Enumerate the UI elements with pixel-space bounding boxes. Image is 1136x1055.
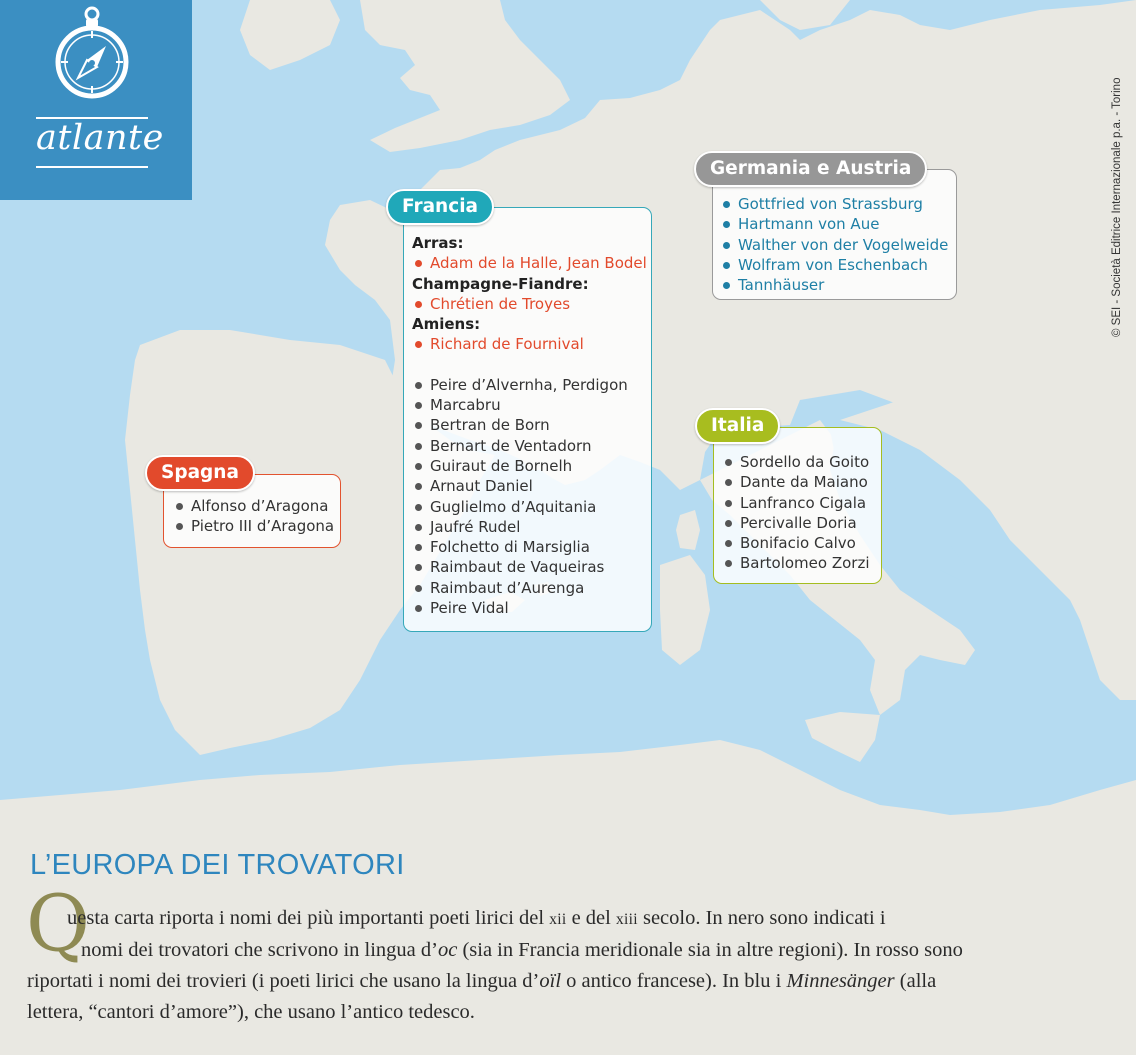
logo-rule-bottom: [36, 166, 148, 168]
trovatore-item: Raimbaut de Vaqueiras: [412, 557, 651, 577]
poet-item: Sordello da Goito: [722, 452, 881, 472]
minnesanger-item: Walther von der Vogelweide: [720, 235, 956, 255]
minnesanger-item: Hartmann von Aue: [720, 214, 956, 234]
troviere-item: Chrétien de Troyes: [412, 294, 651, 314]
caption-line-1: uesta carta riporta i nomi dei più importanti poeti lirici del xii e del xiii secolo. In nero sono indicati i: [67, 907, 886, 929]
troviere-item: Adam de la Halle, Jean Bodel: [412, 253, 651, 273]
place-label: Champagne-Fiandre:: [412, 274, 589, 293]
italia-poets-box: [713, 427, 882, 584]
caption-paragraph: [27, 903, 1107, 1028]
francia-label: Francia: [386, 189, 494, 225]
italia-label: Italia: [695, 408, 780, 444]
trovatore-item: Peire Vidal: [412, 598, 651, 618]
germania-poets-box: [712, 169, 957, 300]
germania-label: Germania e Austria: [694, 151, 927, 187]
poet-item: Alfonso d’Aragona: [173, 496, 340, 516]
caption-title: L’EUROPA DEI TROVATORI: [30, 849, 405, 881]
trovatore-item: Raimbaut d’Aurenga: [412, 578, 651, 598]
poet-item: Pietro III d’Aragona: [173, 516, 340, 536]
trovatore-item: Bertran de Born: [412, 415, 651, 435]
trovatore-item: Marcabru: [412, 395, 651, 415]
place-label: Arras:: [412, 234, 464, 252]
place-label: Amiens:: [412, 315, 481, 334]
minnesanger-item: Gottfried von Strassburg: [720, 194, 956, 214]
trovatore-item: Peire d’Alvernha, Perdigon: [412, 375, 651, 395]
logo-label: atlante: [36, 118, 164, 158]
copyright-notice: © SEI - Società Editrice Internazionale p.a. - Torino: [1111, 77, 1123, 337]
poet-item: Bartolomeo Zorzi: [722, 553, 881, 573]
spagna-label: Spagna: [145, 455, 255, 491]
poet-item: Lanfranco Cigala: [722, 493, 881, 513]
compass-icon: [0, 0, 192, 200]
drop-cap: Q: [26, 879, 90, 969]
caption-line-4: lettera, “cantori d’amore”), che usano l’antico tedesco.: [27, 1001, 475, 1023]
francia-poets-box: [403, 207, 652, 632]
troviere-item: Richard de Fournival: [412, 334, 651, 354]
poet-item: Bonifacio Calvo: [722, 533, 881, 553]
caption-line-2: nomi dei trovatori che scrivono in lingua d’oc (sia in Francia meridionale sia in altre regioni). In rosso sono: [81, 939, 963, 961]
atlante-logo: [0, 0, 192, 200]
minnesanger-item: Tannhäuser: [720, 275, 956, 295]
trovatore-item: Arnaut Daniel: [412, 476, 651, 496]
poet-item: Dante da Maiano: [722, 472, 881, 492]
trovatore-item: Bernart de Ventadorn: [412, 436, 651, 456]
poet-item: Percivalle Doria: [722, 513, 881, 533]
minnesanger-item: Wolfram von Eschenbach: [720, 255, 956, 275]
trovatore-item: Guiraut de Bornelh: [412, 456, 651, 476]
caption-line-3: riportati i nomi dei trovieri (i poeti lirici che usano la lingua d’oïl o antico francese). In blu i Minnesänger (alla: [27, 970, 937, 992]
trovatore-item: Jaufré Rudel: [412, 517, 651, 537]
trovatore-item: Guglielmo d’Aquitania: [412, 497, 651, 517]
trovatore-item: Folchetto di Marsiglia: [412, 537, 651, 557]
